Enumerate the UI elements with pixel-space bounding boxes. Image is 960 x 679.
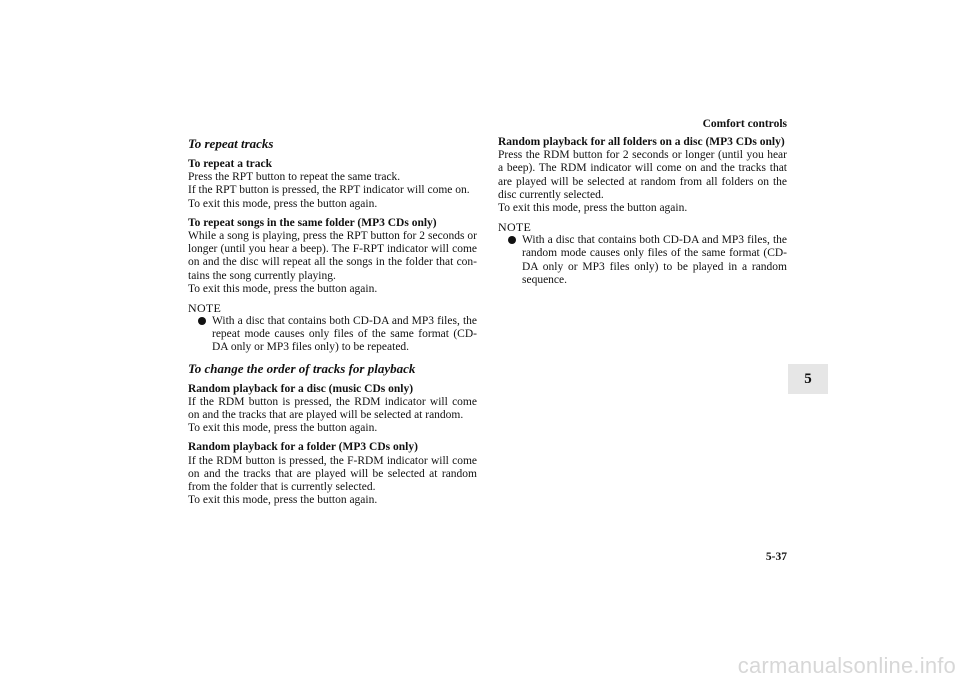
body-line: To exit this mode, press the button again. [188,197,378,210]
note-item [188,315,477,355]
random-all-block [498,136,787,215]
random-disc-block [188,383,477,436]
bullet-icon [198,317,206,325]
note-block [188,302,477,355]
note-label: NOTE [188,301,222,316]
right-column [498,136,787,293]
subheading-repeat-folder: To repeat songs in the same folder (MP3 CDs only) [188,216,437,229]
random-folder-block [188,441,477,507]
repeat-folder-block [188,217,477,296]
subheading-random-all: Random playback for all folders on a disc (MP3 CDs only) [498,136,785,148]
left-column [188,136,477,513]
section-tab: 5 [788,364,828,394]
body-line: Press the RPT button to repeat the same track. [188,171,401,184]
page-number: 5-37 [765,551,787,563]
note-block [498,221,787,287]
body-line: To exit this mode, press the button again. [498,202,688,215]
section-heading-repeat: To repeat tracks [188,136,274,151]
bullet-icon [508,236,516,244]
subheading-random-folder: Random playback for a folder (MP3 CDs only) [188,441,418,454]
running-header: Comfort controls [702,118,787,130]
body-line: If the RPT button is pressed, the RPT indicator will come on. [188,184,470,197]
body-text: If the RDM button is pressed, the RDM indicator will come on and the tracks that are played will be selected at random. [188,395,477,422]
body-line: To exit this mode, press the button again. [188,494,378,507]
body-line: To exit this mode, press the button again. [188,282,378,295]
watermark: carmanualsonline.info [737,653,956,678]
body-text: If the RDM button is pressed, the F-RDM indicator will come on and the tracks that are played will be selected at random from the folder that is currently selected. [188,454,477,494]
note-label: NOTE [498,220,532,235]
repeat-track-block [188,158,477,211]
body-text: Press the RDM button for 2 seconds or longer (until you hear a beep). The RDM indicator will come on and the tracks that are played will be selected at random from all folders on the disc currently selected. [498,149,787,201]
subheading-random-disc: Random playback for a disc (music CDs only) [188,382,414,395]
subheading-repeat-track: To repeat a track [188,158,273,170]
note-text: With a disc that contains both CD-DA and MP3 files, the random mode causes only files of the same format (CD-DA only or MP3 files only) to be played in a random sequence. [522,234,787,286]
body-text: While a song is playing, press the RPT button for 2 seconds or longer (until you hear a beep). The F-RPT indicator will come on and the disc will repeat all the songs in the folder that con-tains the song currently playing. [188,230,477,282]
body-line: To exit this mode, press the button again. [188,422,378,435]
note-item [498,234,787,287]
note-text: With a disc that contains both CD-DA and MP3 files, the repeat mode causes only files of the same format (CD-DA only or MP3 files only) to be repeated. [212,315,477,354]
section-heading-order: To change the order of tracks for playback [188,360,416,376]
